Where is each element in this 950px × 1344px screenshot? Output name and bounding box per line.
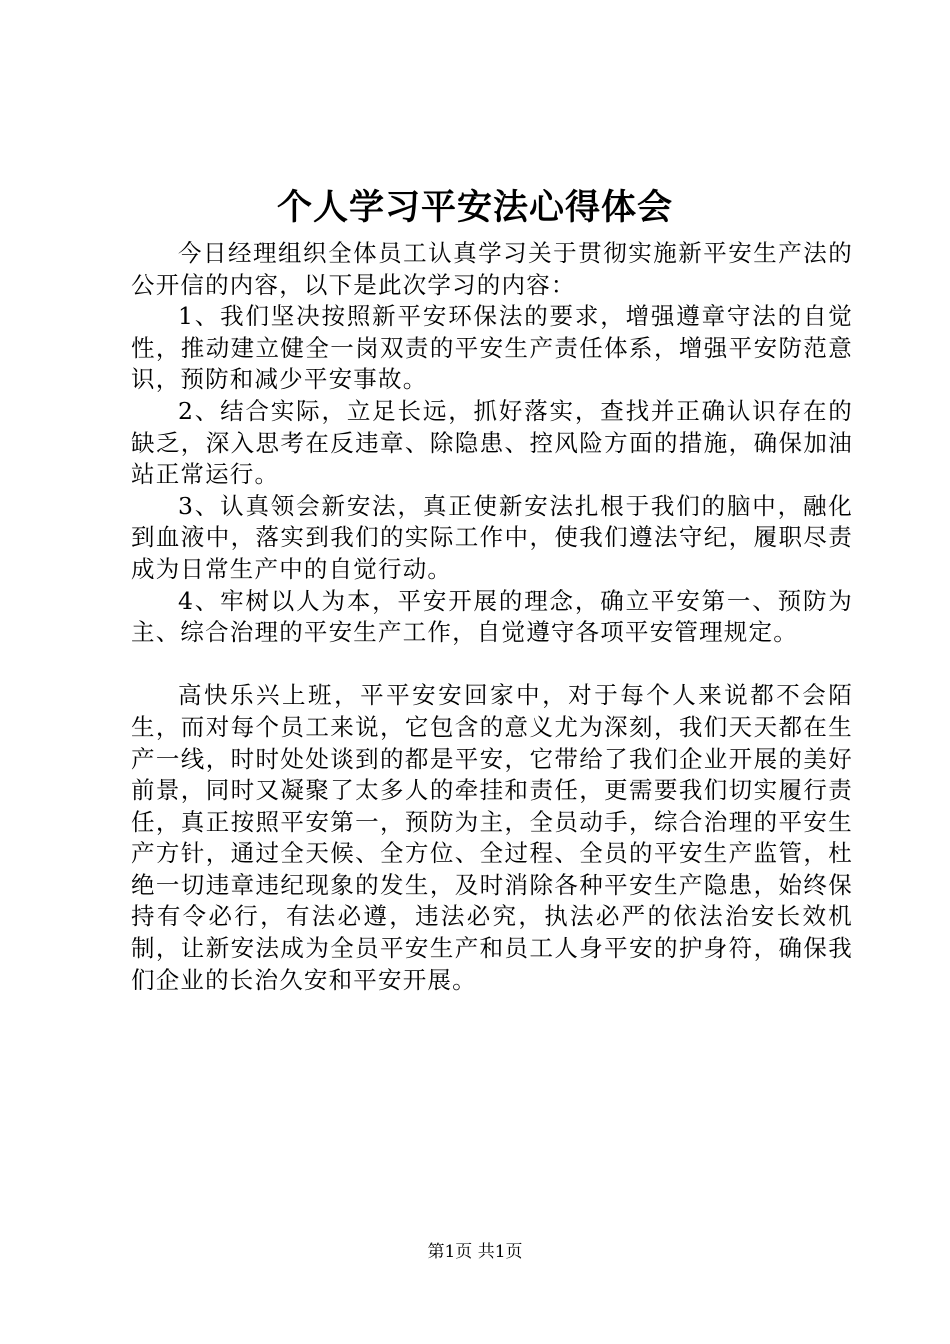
paragraph-spacer: [131, 649, 853, 681]
document-title: 个人学习平安法心得体会: [276, 187, 673, 228]
paragraph-intro: 今日经理组织全体员工认真学习关于贯彻实施新平安生产法的公开信的内容，以下是此次学习的内容：: [131, 239, 853, 299]
paragraph-point-4: 4、牢树以人为本，平安开展的理念，确立平安第一、预防为主、综合治理的平安生产工作，自觉遵守各项平安管理规定。: [131, 586, 853, 647]
paragraph-point-1: 1、我们坚决按照新平安环保法的要求，增强遵章守法的自觉性，推动建立健全一岗双责的平安生产责任体系，增强平安防范意识，预防和减少平安事故。: [131, 302, 853, 394]
paragraph-conclusion: 高快乐兴上班，平平安安回家中，对于每个人来说都不会陌生，而对每个员工来说，它包含的意义尤为深刻，我们天天都在生产一线，时时处处谈到的都是平安，它带给了我们企业开展的美好前景，同时又凝聚了太多人的牵挂和责任，更需要我们切实履行责任，真正按照平安第一，预防为主，全员动手，综合治理的平安生产方针，通过全天候、全方位、全过程、全员的平安生产监管，杜绝一切违章违纪现象的发生，及时消除各种平安生产隐患，始终保持有令必行，有法必遵，违法必究，执法必严的依法治安长效机制，让新安法成为全员平安生产和员工人身平安的护身符，确保我们企业的长治久安和平安开展。: [131, 681, 853, 994]
paragraph-point-3: 3、认真领会新安法，真正使新安法扎根于我们的脑中，融化到血液中，落实到我们的实际工作中，使我们遵法守纪，履职尽责成为日常生产中的自觉行动。: [131, 491, 853, 583]
page-footer: 第1页 共1页: [427, 1242, 523, 1262]
document-body: [131, 238, 853, 996]
paragraph-point-2: 2、结合实际，立足长远，抓好落实，查找并正确认识存在的缺乏，深入思考在反违章、除隐患、控风险方面的措施，确保加油站正常运行。: [131, 396, 853, 489]
